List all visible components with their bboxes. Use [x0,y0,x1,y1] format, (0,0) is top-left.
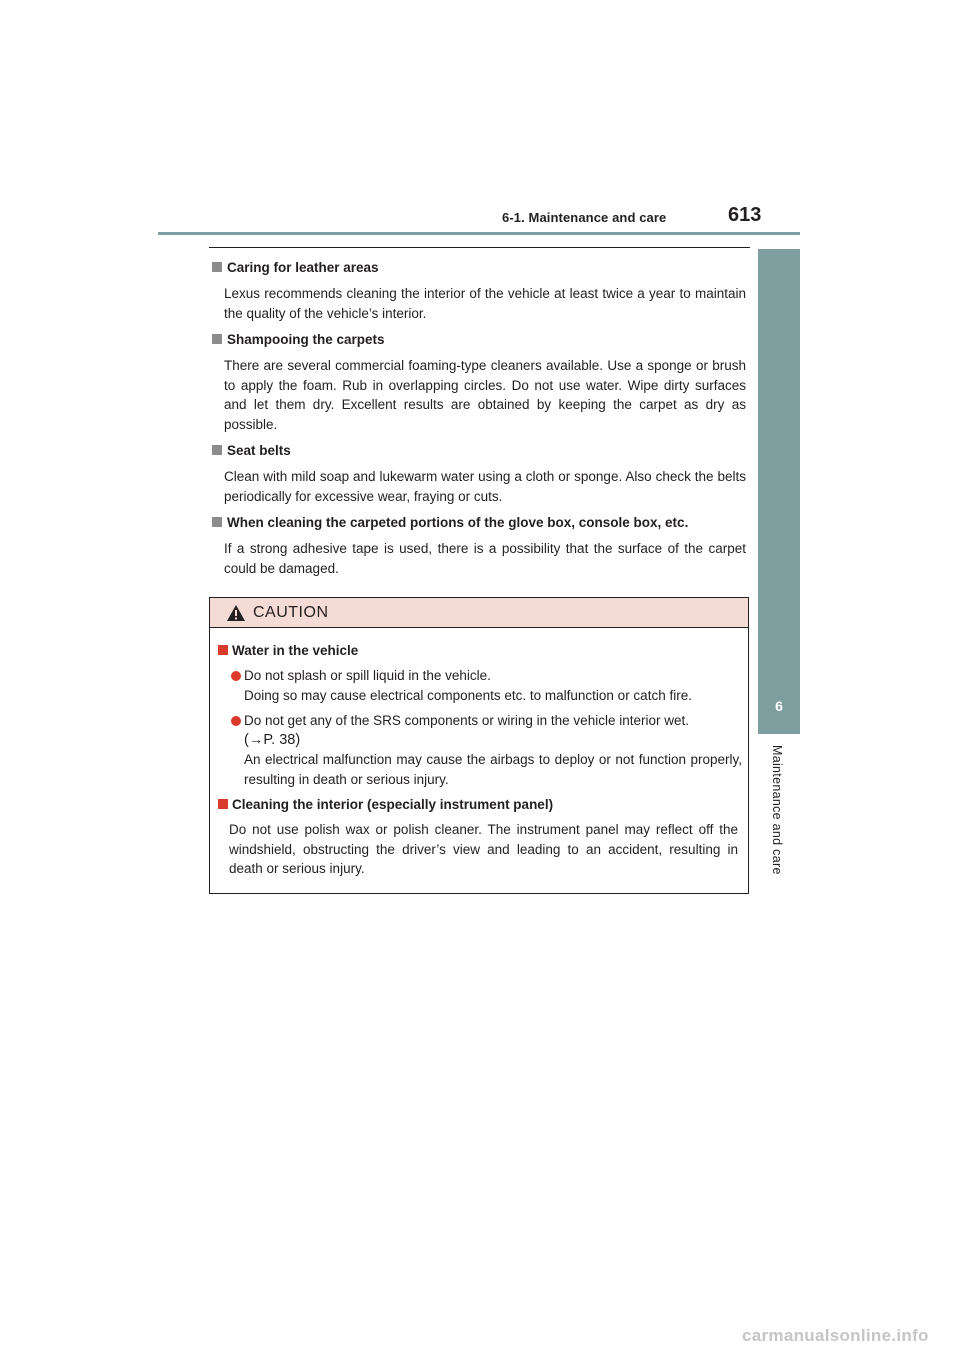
caution-header [210,598,748,628]
caution-box [209,597,749,894]
list-item [209,258,746,323]
bullet-line: Do not splash or spill liquid in the vehicle. [244,668,491,683]
chapter-tab: 6 [758,677,800,734]
bullet-line: Do not get any of the SRS components or wiring in the vehicle interior wet. [244,713,689,728]
list-item [209,330,746,434]
square-bullet-icon [212,445,222,455]
caution-section-title: Water in the vehicle [232,643,359,658]
square-bullet-icon [212,517,222,527]
square-bullet-icon [218,799,228,809]
bullet-line: Doing so may cause electrical components etc. to malfunction or catch fire. [244,687,692,703]
dot-bullet-icon [231,671,241,681]
square-bullet-icon [212,262,222,272]
list-item [209,513,746,578]
content-divider [209,247,750,248]
dot-bullet-icon [231,716,241,726]
square-bullet-icon [212,334,222,344]
item-title: Caring for leather areas [227,260,379,275]
warning-triangle-icon [226,604,246,622]
item-body: Clean with mild soap and lukewarm water using a cloth or sponge. Also check the belts periodically for excessive wear, fraying or cuts. [224,469,746,504]
watermark: carmanualsonline.info [742,1326,929,1345]
main-content [209,258,746,585]
page-reference: (→P. 38) [244,731,301,748]
caution-section-title: Cleaning the interior (especially instrument panel) [232,797,554,812]
square-bullet-icon [218,645,228,655]
chapter-label: Maintenance and care [770,745,784,875]
item-body: There are several commercial foaming-type cleaners available. Use a sponge or brush to apply the foam. Rub in overlapping circles. Do not use water. Wipe dirty surfaces and let them dry. Excellent results are obtained by keeping the carpet as dry as possible. [224,358,746,432]
caution-bullet [231,711,742,789]
caution-body [210,628,748,879]
caution-bullet [231,666,742,705]
item-title: Seat belts [227,443,291,458]
item-body: Lexus recommends cleaning the interior of the vehicle at least twice a year to maintain the quality of the vehicle’s interior. [224,286,746,321]
item-title: When cleaning the carpeted portions of the glove box, console box, etc. [227,515,689,530]
section-title: 6-1. Maintenance and care [502,210,667,225]
caution-heading: CAUTION [253,603,329,621]
item-body: If a strong adhesive tape is used, there is a possibility that the surface of the carpet could be damaged. [224,541,746,576]
bullet-line: An electrical malfunction may cause the airbags to deploy or not function properly, resulting in death or serious injury. [244,752,742,787]
item-title: Shampooing the carpets [227,332,385,347]
page-number: 613 [728,204,762,226]
list-item [209,441,746,506]
caution-paragraph: Do not use polish wax or polish cleaner. The instrument panel may reflect off the windshield, obstructing the driver’s view and leading to an accident, resulting in death or serious injury. [229,822,738,876]
header-divider [158,232,800,235]
side-rail [758,249,800,677]
